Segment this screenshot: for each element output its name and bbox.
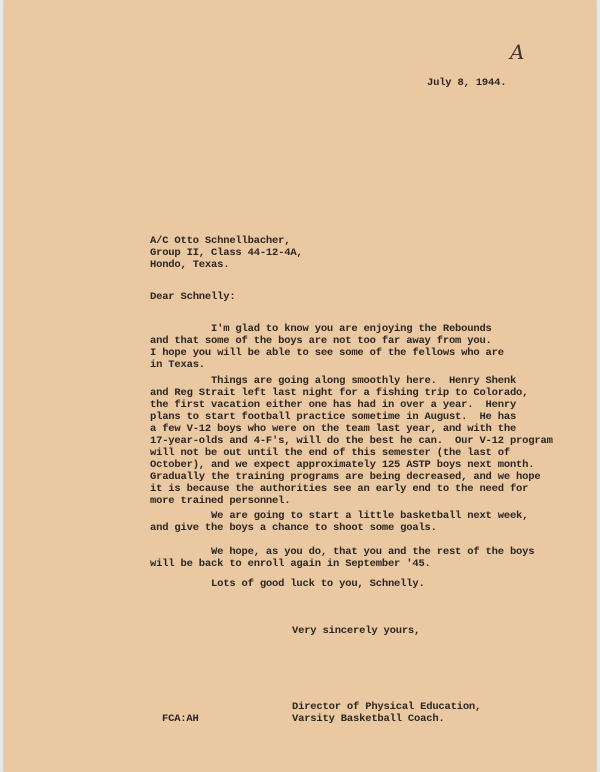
- paragraph-3: [150, 510, 528, 534]
- address-line: A/C Otto Schnellbacher,: [150, 235, 291, 247]
- paragraph-line: it is because the authorities see an early end to the need for: [150, 483, 529, 495]
- paragraph-line: We hope, as you do, that you and the rest of the boys: [150, 546, 535, 558]
- typist-initials: FCA:AH: [162, 713, 199, 725]
- paragraph-line: the first vacation either one has had in over a year. Henry: [150, 399, 517, 411]
- handwritten-mark: A: [510, 40, 525, 64]
- paragraph-line: more trained personnel.: [150, 495, 291, 507]
- paragraph-5: [150, 578, 425, 590]
- paragraph-line: a few V-12 boys who were on the team last year, and with the: [150, 423, 517, 435]
- paragraph-line: and Reg Strait left last night for a fishing trip to Colorado,: [150, 387, 529, 399]
- paragraph-line: I hope you will be able to see some of the fellows who are: [150, 347, 504, 359]
- recipient-address: [150, 235, 303, 271]
- salutation: Dear Schnelly:: [150, 291, 236, 303]
- paragraph-line: I'm glad to know you are enjoying the Rebounds: [150, 323, 492, 335]
- paragraph-line: and give the boys a chance to shoot some goals.: [150, 522, 437, 534]
- closing: Very sincerely yours,: [292, 625, 421, 637]
- signature-line: Director of Physical Education,: [292, 701, 482, 713]
- paragraph-2: [150, 375, 553, 507]
- paragraph-line: and that some of the boys are not too far away from you.: [150, 335, 492, 347]
- paragraph-line: plans to start football practice sometime in August. He has: [150, 411, 517, 423]
- paragraph-line: in Texas.: [150, 359, 205, 371]
- paragraph-line: October), and we expect approximately 125 ASTP boys next month.: [150, 459, 535, 471]
- letter-page: [4, 0, 596, 772]
- address-line: Hondo, Texas.: [150, 259, 230, 271]
- paragraph-line: will not be out until the end of this semester (the last of: [150, 447, 510, 459]
- paragraph-line: Gradually the training programs are being decreased, and we hope: [150, 471, 541, 483]
- signature-block: [292, 701, 481, 725]
- paragraph-line: Things are going along smoothly here. Henry Shenk: [150, 375, 517, 387]
- paragraph-1: [150, 323, 504, 371]
- paragraph-line: We are going to start a little basketball next week,: [150, 510, 529, 522]
- paragraph-line: 17-year-olds and 4-F's, will do the best he can. Our V-12 program: [150, 435, 553, 447]
- signature-line: Varsity Basketball Coach.: [292, 713, 445, 725]
- letter-date: July 8, 1944.: [427, 77, 507, 89]
- paragraph-4: [150, 546, 534, 570]
- paragraph-line: will be back to enroll again in September '45.: [150, 558, 431, 570]
- address-line: Group II, Class 44-12-4A,: [150, 247, 303, 259]
- paragraph-line: Lots of good luck to you, Schnelly.: [150, 578, 425, 590]
